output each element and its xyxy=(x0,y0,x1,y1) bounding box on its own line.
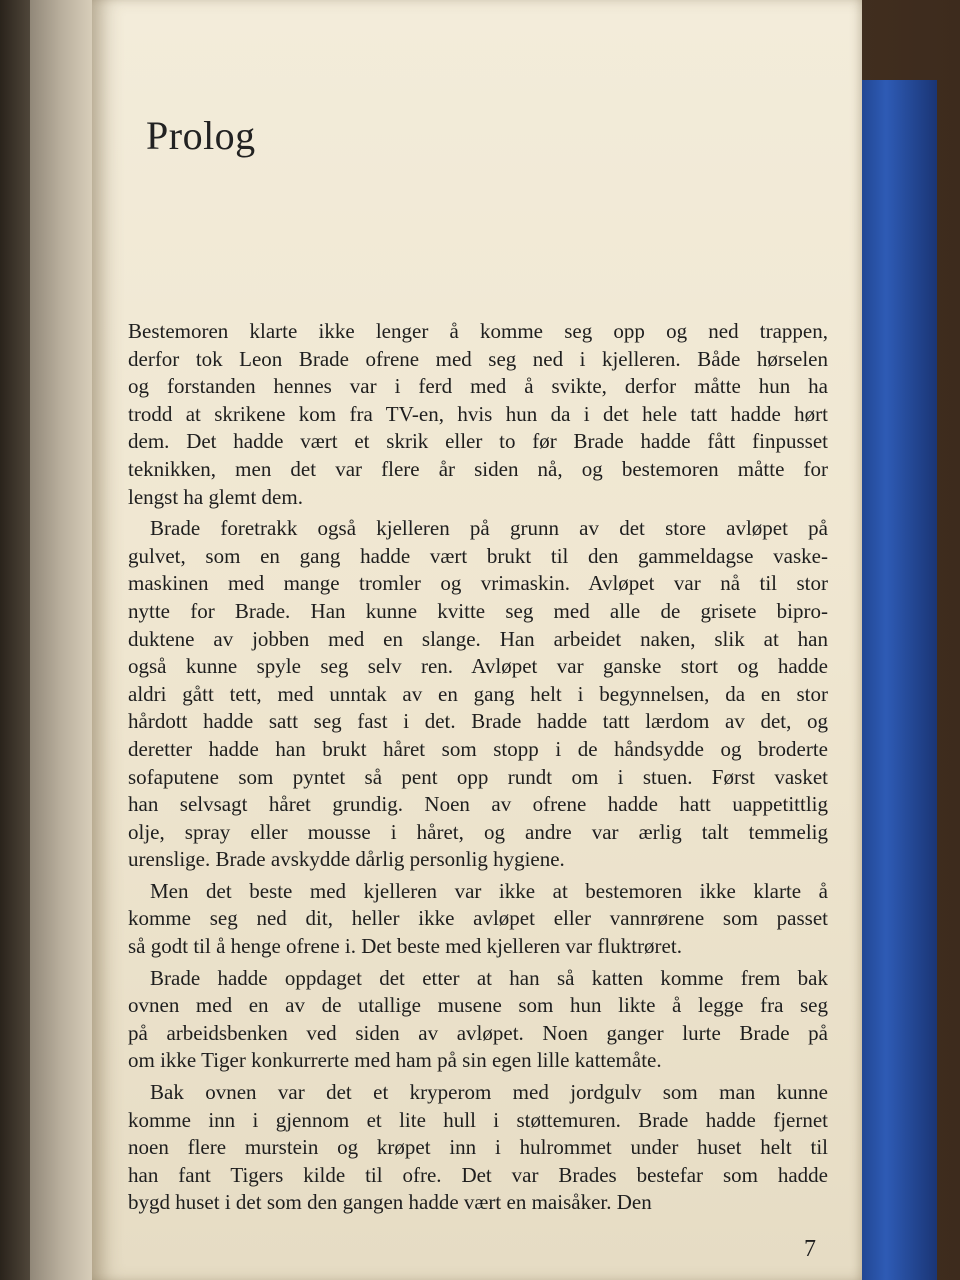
text-line: lengst ha glemt dem. xyxy=(128,484,303,509)
text-line: Bestemoren klarte ikke lenger å komme seg opp og ned trappen, xyxy=(128,319,828,343)
text-line: gulvet, som en gang hadde vært brukt til den gammeldagse vaske- xyxy=(128,543,828,568)
paragraph xyxy=(128,318,828,511)
text-line: og forstanden hennes var i ferd med å svikte, derfor måtte hun ha xyxy=(128,374,828,399)
text-line: aldri gått tett, med unntak av en gang helt i begynnelsen, da en stor xyxy=(128,681,828,706)
text-line: Brade foretrakk også kjelleren på grunn av det store avløpet på xyxy=(150,516,828,541)
page-content xyxy=(92,0,862,1280)
text-line: derfor tok Leon Brade ofrene med seg ned i kjelleren. Både hørselen xyxy=(128,346,828,371)
page-number: 7 xyxy=(804,1236,816,1262)
text-line: Bak ovnen var det et kryperom med jordgulv som man kunne xyxy=(150,1080,828,1105)
text-line: om ikke Tiger konkurrerte med ham på sin egen lille kattemåte. xyxy=(128,1048,662,1073)
text-line: urenslige. Brade avskydde dårlig personlig hygiene. xyxy=(128,847,565,872)
text-line: deretter hadde han brukt håret som stopp i de håndsydde og broderte xyxy=(128,736,828,761)
text-line: han fant Tigers kilde til ofre. Det var Brades bestefar som hadde xyxy=(128,1162,828,1187)
left-page-shadow xyxy=(0,0,30,1280)
text-line: han selvsagt håret grundig. Noen av ofrene hadde hatt uappetittlig xyxy=(128,792,828,817)
text-line: ovnen med en av de utallige musene som hun likte å legge fra seg xyxy=(128,993,828,1018)
text-line: Men det beste med kjelleren var ikke at bestemoren ikke klarte å xyxy=(150,878,828,903)
text-line: hårdott hadde satt seg fast i det. Brade hadde tatt lærdom av det, og xyxy=(128,709,828,734)
text-line: duktene av jobben med en slange. Han arbeidet naken, slik at han xyxy=(128,626,828,651)
paragraph xyxy=(128,878,828,961)
paragraph xyxy=(128,515,828,874)
text-line: så godt til å henge ofrene i. Det beste med kjelleren var fluktrøret. xyxy=(128,934,682,959)
text-line: noen flere murstein og krøpet inn i hulrommet under huset helt til xyxy=(128,1135,828,1160)
text-line: komme inn i gjennom et lite hull i støttemuren. Brade hadde fjernet xyxy=(128,1107,828,1132)
text-line: teknikken, men det var flere år siden nå, og bestemoren måtte for xyxy=(128,456,828,481)
text-line: bygd huset i det som den gangen hadde vært en maisåker. Den xyxy=(128,1190,652,1215)
text-line: trodd at skrikene kom fra TV-en, hvis hun da i det hele tatt hadde hørt xyxy=(128,401,828,426)
text-line: også kunne spyle seg selv ren. Avløpet var ganske stort og hadde xyxy=(128,654,828,679)
book-page xyxy=(92,0,862,1280)
paragraph xyxy=(128,965,828,1075)
chapter-title: Prolog xyxy=(146,113,256,158)
text-line: komme seg ned dit, heller ikke avløpet eller vannrørene som passet xyxy=(128,906,828,931)
text-line: på arbeidsbenken ved siden av avløpet. Noen ganger lurte Brade på xyxy=(128,1020,828,1045)
text-line: maskinen med mange tromler og vrimaskin. Avløpet var nå til stor xyxy=(128,571,828,596)
paragraph xyxy=(128,1079,828,1217)
text-line: dem. Det hadde vært et skrik eller to før Brade hadde fått finpusset xyxy=(128,429,828,454)
text-line: nytte for Brade. Han kunne kvitte seg med alle de grisete bipro- xyxy=(128,598,828,623)
text-line: olje, spray eller mousse i håret, og andre var ærlig talt temmelig xyxy=(128,819,828,844)
text-line: Brade hadde oppdaget det etter at han så katten komme frem bak xyxy=(150,965,828,990)
body-text xyxy=(128,318,828,1217)
book-cover-edge xyxy=(850,80,937,1280)
text-line: sofaputene som pyntet så pent opp rundt om i stuen. Først vasket xyxy=(128,764,828,789)
